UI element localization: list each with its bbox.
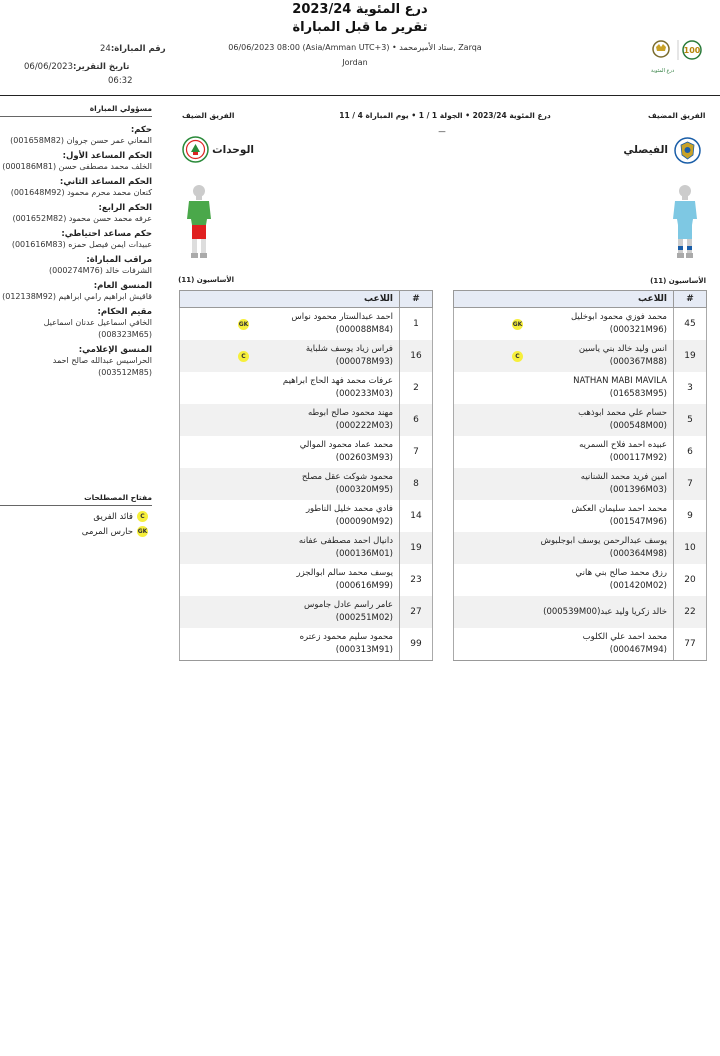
goalkeeper-badge-icon: GK [137, 528, 148, 535]
player-id: (000321M96) [609, 325, 667, 335]
report-time: 06:32 [108, 76, 133, 86]
player-number: 99 [400, 628, 433, 661]
away-col-player: اللاعب [180, 291, 400, 308]
player-number: 19 [400, 532, 433, 564]
player-name: فادي محمد خليل الناطور [305, 504, 393, 514]
table-row [180, 564, 433, 596]
official-role: المنسق العام: [93, 281, 152, 291]
table-row [454, 404, 707, 436]
player-name: احمد عبدالستار محمود نواس [291, 312, 393, 322]
player-cell [180, 372, 400, 404]
home-team-logo [674, 137, 701, 164]
player-id: (000233M03) [335, 389, 393, 399]
player-name: رزق محمد صالح بني هاني [575, 568, 667, 578]
table-row [454, 628, 707, 661]
player-number: 6 [400, 404, 433, 436]
official-person: الخافي اسماعيل عدنان اسماعيل (008323M65) [43, 318, 152, 339]
table-row [180, 436, 433, 468]
table-row [180, 596, 433, 628]
away-kit [182, 183, 216, 267]
official-person: الحراسيس عبدالله صالح احمد (003512M85) [52, 356, 152, 377]
goalkeeper-badge-icon: GK [238, 320, 249, 328]
player-number: 14 [400, 500, 433, 532]
table-row [180, 308, 433, 341]
officials-header: مسؤولي المباراة [0, 104, 152, 117]
table-row [454, 468, 707, 500]
player-number: 27 [400, 596, 433, 628]
competition-round: درع المئوية 2023/24 • الجولة 1 / 1 • يوم المباراة 4 / 11 [339, 111, 551, 120]
player-name: انس وليد خالد بني ياسين [578, 344, 667, 354]
table-row [180, 628, 433, 661]
player-cell [454, 436, 674, 468]
player-name: عامر راسم عادل جاموس [303, 600, 393, 610]
captain-badge-icon: C [238, 351, 249, 362]
player-name: محمد احمد سليمان العكش [571, 504, 667, 514]
player-id: (000222M03) [335, 421, 393, 431]
player-name: دانيال احمد مصطفى عفانه [298, 536, 393, 546]
player-number: 2 [400, 372, 433, 404]
player-id: (001396M03) [609, 485, 667, 495]
svg-text:100: 100 [683, 46, 701, 55]
player-name: NATHAN MABI MAVILA [573, 376, 667, 386]
player-cell [180, 436, 400, 468]
player-name: محمد فوزي محمود ابوخليل [570, 312, 667, 322]
player-id: (000367M88) [609, 357, 667, 367]
player-number: 3 [674, 372, 707, 404]
logo-caption: درع المئوية [651, 68, 675, 74]
player-id: (000090M92) [335, 517, 393, 527]
captain-badge-icon: C [137, 511, 148, 522]
player-cell [454, 372, 674, 404]
player-id: (000320M95) [335, 485, 393, 495]
home-col-number: # [674, 291, 707, 308]
official-role: حكم: [130, 125, 152, 135]
away-team-label: الفريق الضيف [182, 111, 235, 120]
official-person: عرفه محمد حسن محمود (001652M82) [12, 214, 152, 223]
player-cell [454, 500, 674, 532]
player-id: (016583M95) [609, 389, 667, 399]
away-col-number: # [400, 291, 433, 308]
away-lineup-table [179, 290, 433, 661]
home-lineup-table [453, 290, 707, 661]
official-person: كنعان محمد محرم محمود (001648M92) [10, 188, 152, 197]
table-row [454, 340, 707, 372]
table-row [180, 532, 433, 564]
report-date: تاريخ التقرير:06/06/2023 [24, 62, 130, 72]
table-row [454, 500, 707, 532]
official-role: مراقب المباراة: [86, 255, 152, 265]
player-id: (000364M98) [609, 549, 667, 559]
player-number: 1 [400, 308, 433, 341]
match-datetime-venue: 06/06/2023 08:00 (Asia/Amman UTC+3) • ستاد الأميرمحمد, Zarqa [228, 43, 482, 52]
crown-emblem-icon [651, 38, 705, 68]
player-name: محمد احمد علي الكلوب [582, 632, 667, 642]
player-number: 6 [674, 436, 707, 468]
player-cell [454, 468, 674, 500]
player-id: (000078M93) [335, 357, 393, 367]
official-role: حكم مساعد احتياطي: [61, 229, 152, 239]
away-kit-icon [182, 183, 216, 263]
table-row [454, 372, 707, 404]
legend-header: مفتاح المصطلحات [0, 493, 152, 506]
away-team-logo [182, 136, 209, 163]
player-id: (000251M02) [335, 613, 393, 623]
faisaly-crest-icon [674, 137, 701, 164]
officials-panel [0, 104, 152, 379]
player-name: حسام علي محمد ابوذهب [578, 408, 667, 418]
official-person: قاقيش ابراهيم رامي ابراهيم (012138M92) [2, 292, 152, 301]
player-name: فراس زياد يوسف شلباية [305, 344, 393, 354]
home-starters-label: الأساسيون (11) [650, 277, 706, 285]
player-cell [180, 404, 400, 436]
player-name: امين فريد محمد الشنانيه [580, 472, 667, 482]
official-role: الحكم الرابع: [98, 203, 152, 213]
official-person: المعاني عمر حسن جروان (001658M82) [10, 136, 152, 145]
official-person: الشرفات خالد (000274M76) [49, 266, 152, 275]
table-row [180, 500, 433, 532]
captain-badge-icon: C [512, 351, 523, 362]
player-cell [180, 596, 400, 628]
report-subtitle: تقرير ما قبل المباراة [292, 20, 428, 35]
player-name: محمود شوكت عقل مصلح [301, 472, 393, 482]
player-cell [180, 564, 400, 596]
player-name: عبيده احمد فلاح السمريه [579, 440, 667, 450]
player-name: محمود سليم محمود زعتره [299, 632, 393, 642]
player-cell [454, 308, 674, 341]
table-row [180, 372, 433, 404]
away-team-name: الوحدات [212, 144, 254, 156]
header-divider [0, 95, 720, 96]
home-col-player: اللاعب [454, 291, 674, 308]
player-number: 77 [674, 628, 707, 661]
player-cell [454, 628, 674, 661]
player-cell [454, 340, 674, 372]
goalkeeper-badge-icon: GK [512, 320, 523, 328]
table-row [180, 468, 433, 500]
player-cell [180, 532, 400, 564]
player-cell [180, 308, 400, 341]
wehdat-crest-icon [182, 136, 209, 163]
player-name: مهند محمود صالح ابوطه [307, 408, 393, 418]
player-cell [454, 404, 674, 436]
official-role: الحكم المساعد الأول: [62, 151, 152, 161]
player-cell [454, 596, 674, 628]
score: — [438, 127, 446, 136]
player-cell [180, 468, 400, 500]
player-number: 8 [400, 468, 433, 500]
official-person: عبيدات ايمن فيصل حمزه (001616M83) [11, 240, 152, 249]
home-team-name: الفيصلي [623, 144, 668, 156]
player-number: 19 [674, 340, 707, 372]
table-row [180, 340, 433, 372]
home-team-label: الفريق المضيف [648, 111, 706, 120]
player-number: 9 [674, 500, 707, 532]
table-row [454, 308, 707, 341]
table-row [454, 596, 707, 628]
player-name: يوسف عبدالرحمن يوسف ابوجلبوش [540, 536, 667, 546]
player-id: (000313M91) [335, 645, 393, 655]
home-kit-icon [668, 183, 702, 263]
player-cell [454, 564, 674, 596]
home-kit [668, 183, 702, 267]
player-id: (002603M93) [335, 453, 393, 463]
player-id: (000117M92) [609, 453, 667, 463]
table-row [454, 436, 707, 468]
report-title: درع المئوية 2023/24 [292, 2, 428, 17]
table-row [454, 532, 707, 564]
match-number: رقم المباراة:24 [100, 44, 166, 54]
player-id: (000136M01) [335, 549, 393, 559]
player-id: (001547M96) [609, 517, 667, 527]
player-name: خالد زكريا وليد عبد(000539M00) [543, 606, 667, 617]
player-number: 20 [674, 564, 707, 596]
player-cell [180, 628, 400, 661]
player-id: (000548M00) [609, 421, 667, 431]
player-name: عرفات محمد فهد الحاج ابراهيم [282, 376, 393, 386]
match-country: Jordan [342, 58, 368, 67]
official-role: المنسق الإعلامي: [78, 345, 152, 355]
player-id: (000088M84) [335, 325, 393, 335]
player-number: 10 [674, 532, 707, 564]
legend-captain: C قائد الفريق [93, 511, 148, 522]
player-cell [180, 340, 400, 372]
player-number: 45 [674, 308, 707, 341]
player-cell [180, 500, 400, 532]
player-cell [454, 532, 674, 564]
player-id: (001420M02) [609, 581, 667, 591]
official-person: الخلف محمد مصطفى حسن (000186M81) [2, 162, 152, 171]
official-role: الحكم المساعد الثاني: [59, 177, 152, 187]
player-id: (000467M94) [609, 645, 667, 655]
player-number: 23 [400, 564, 433, 596]
legend-goalkeeper: GK حارس المرمى [81, 526, 148, 537]
player-number: 16 [400, 340, 433, 372]
player-name: محمد عماد محمود الموالي [299, 440, 393, 450]
table-row [454, 564, 707, 596]
player-name: يوسف محمد سالم ابوالجزر [296, 568, 393, 578]
player-number: 7 [400, 436, 433, 468]
player-id: (000616M99) [335, 581, 393, 591]
table-row [180, 404, 433, 436]
official-role: مقيم الحكام: [97, 307, 152, 317]
player-number: 5 [674, 404, 707, 436]
player-number: 22 [674, 596, 707, 628]
away-starters-label: الأساسيون (11) [178, 276, 234, 284]
player-number: 7 [674, 468, 707, 500]
competition-logo [651, 38, 705, 74]
